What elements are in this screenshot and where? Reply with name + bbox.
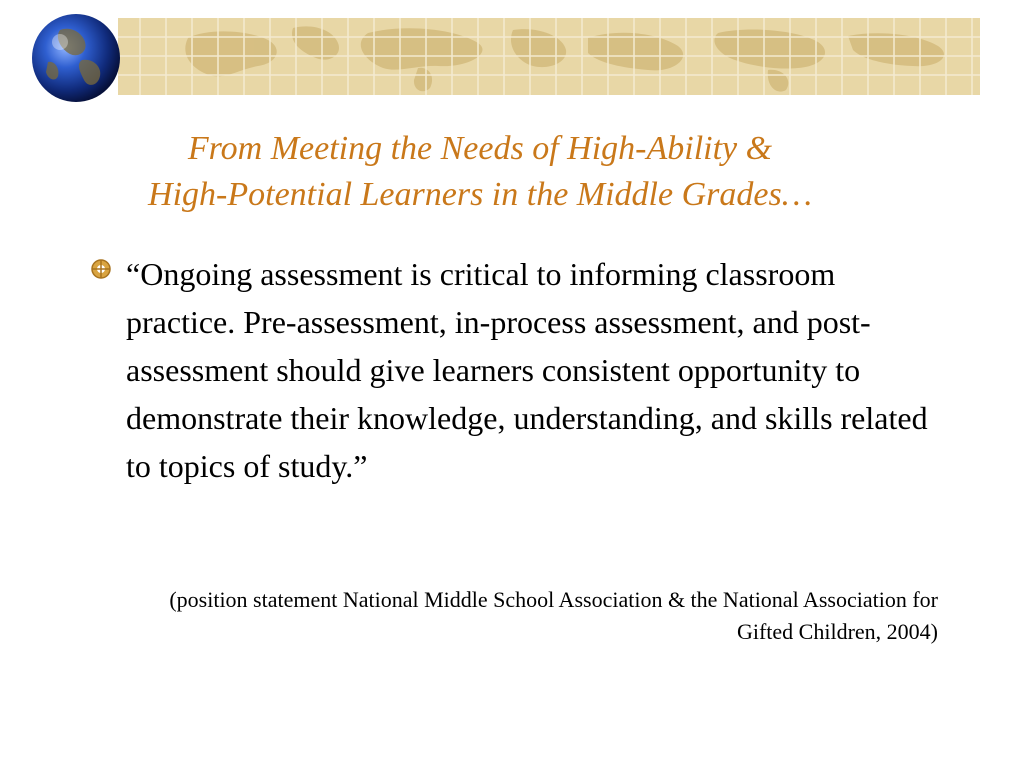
citation-text: (position statement National Middle School Association & the National Association for Gifted Children, 2004) [169,587,938,644]
title-line-1: From Meeting the Needs of High-Ability & [187,130,773,167]
globe-icon [30,12,122,104]
quote-text: “Ongoing assessment is critical to informing classroom practice. Pre-assessment, in-process assessment, and post-assessment should give learners consistent opportunity to demonstrate their knowledge, understanding, and skills related to topics of study.” [126,256,928,484]
slide-title [60,126,900,218]
header-banner [118,18,980,95]
world-map-icon [118,18,980,95]
title-line-2: High-Potential Learners in the Middle Grades… [148,176,812,213]
circle-cross-bullet-icon [90,258,112,280]
